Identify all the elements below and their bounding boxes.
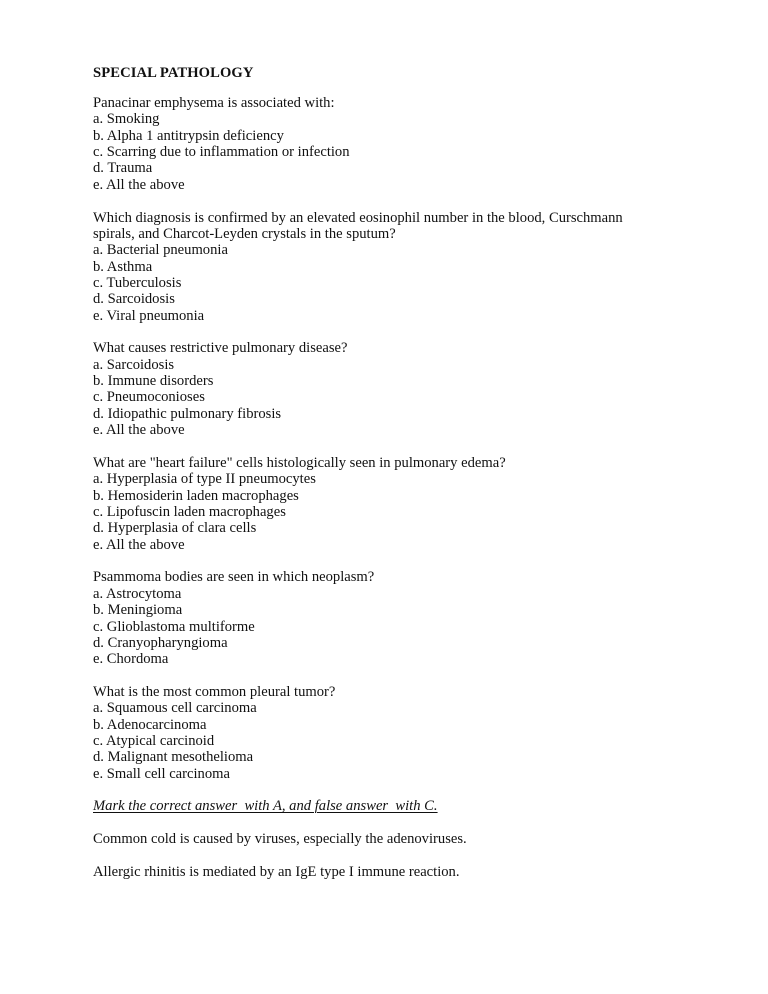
question-text: Psammoma bodies are seen in which neoplasm? — [93, 569, 375, 586]
question-3 — [93, 340, 693, 438]
question-text: What are "heart failure" cells histologically seen in pulmonary edema? — [93, 454, 506, 471]
option-e: e. All the above — [93, 536, 185, 553]
question-4 — [93, 455, 693, 553]
question-text: Which diagnosis is confirmed by an elevated eosinophil number in the blood, Curschmann — [93, 209, 623, 226]
option-e: e. All the above — [93, 422, 185, 439]
option-b: b. Adenocarcinoma — [93, 716, 207, 733]
option-d: d. Hyperplasia of clara cells — [93, 520, 257, 537]
option-d: d. Cranyopharyngioma — [93, 634, 228, 651]
document-body — [93, 95, 693, 897]
option-d: d. Sarcoidosis — [93, 291, 175, 308]
question-text-continued: spirals, and Charcot-Leyden crystals in the sputum? — [93, 225, 396, 242]
option-c: c. Glioblastoma multiforme — [93, 618, 255, 635]
option-e: e. All the above — [93, 176, 185, 193]
question-1 — [93, 95, 693, 193]
option-c: c. Pneumoconioses — [93, 389, 205, 406]
document-title: SPECIAL PATHOLOGY — [93, 65, 254, 81]
option-a: a. Bacterial pneumonia — [93, 242, 228, 259]
option-d: d. Malignant mesothelioma — [93, 749, 254, 766]
option-b: b. Meningioma — [93, 602, 183, 619]
question-6 — [93, 684, 693, 782]
true-false-section — [93, 798, 693, 814]
question-text: What is the most common pleural tumor? — [93, 683, 336, 700]
question-text: What causes restrictive pulmonary disease? — [93, 340, 348, 357]
option-c: c. Tuberculosis — [93, 274, 182, 291]
section-instruction: Mark the correct answer with A, and false answer with C. — [93, 798, 438, 815]
option-c: c. Atypical carcinoid — [93, 733, 215, 750]
question-text: Panacinar emphysema is associated with: — [93, 95, 335, 111]
statement-1 — [93, 831, 693, 847]
option-a: a. Hyperplasia of type II pneumocytes — [93, 471, 316, 488]
option-b: b. Asthma — [93, 258, 153, 275]
option-d: d. Idiopathic pulmonary fibrosis — [93, 405, 282, 422]
option-c: c. Scarring due to inflammation or infection — [93, 144, 350, 161]
statement-text: Allergic rhinitis is mediated by an IgE type I immune reaction. — [93, 863, 460, 880]
question-5 — [93, 569, 693, 667]
question-2 — [93, 210, 693, 325]
option-a: a. Squamous cell carcinoma — [93, 700, 257, 717]
option-a: a. Sarcoidosis — [93, 356, 175, 373]
option-d: d. Trauma — [93, 160, 153, 177]
option-a: a. Astrocytoma — [93, 585, 182, 602]
statement-text: Common cold is caused by viruses, especially the adenoviruses. — [93, 831, 467, 848]
option-b: b. Immune disorders — [93, 373, 214, 390]
option-e: e. Small cell carcinoma — [93, 765, 230, 782]
option-b: b. Hemosiderin laden macrophages — [93, 487, 299, 504]
option-b: b. Alpha 1 antitrypsin deficiency — [93, 127, 284, 144]
option-c: c. Lipofuscin laden macrophages — [93, 503, 286, 520]
option-e: e. Chordoma — [93, 651, 169, 668]
statement-2 — [93, 864, 693, 880]
option-a: a. Smoking — [93, 111, 160, 128]
option-e: e. Viral pneumonia — [93, 307, 205, 324]
